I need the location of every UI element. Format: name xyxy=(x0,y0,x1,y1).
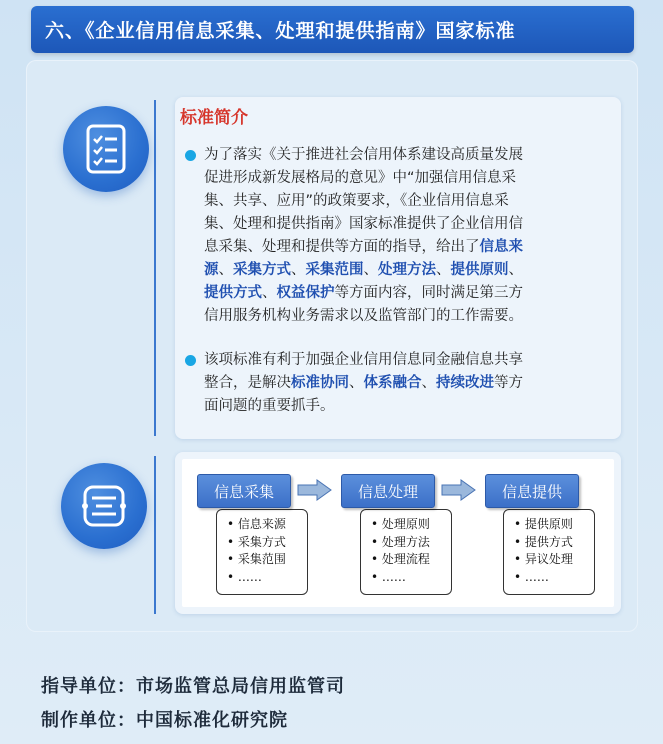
text-segment: 、 xyxy=(436,262,451,278)
paragraph-line xyxy=(204,236,610,259)
text-segment: 为了落实《关于推进社会信用体系建设高质量发展 xyxy=(204,147,523,163)
stage-collect: 信息采集 xyxy=(197,474,291,508)
text-segment: 促进形成新发展格局的意见》中“加强信用信息采 xyxy=(204,170,517,186)
intro-title: 标准简介 xyxy=(180,108,248,128)
intro-paragraph-2 xyxy=(204,349,610,418)
highlight-term: 提供原则 xyxy=(450,262,509,278)
highlight-term: 源 xyxy=(204,262,219,278)
paragraph-line xyxy=(204,305,610,328)
paragraph-line xyxy=(204,167,610,190)
text-segment: 息采集、处理和提供等方面的指导，给出了 xyxy=(204,239,480,255)
highlight-term: 信息来 xyxy=(479,239,523,255)
section-divider xyxy=(154,100,156,436)
stage-items-collect: • 信息来源 • 采集方式 • 采集范围 • …… xyxy=(216,509,308,595)
paragraph-line xyxy=(204,190,610,213)
text-segment: 、 xyxy=(421,375,436,391)
bullet-dot xyxy=(185,355,196,366)
text-segment: 信用服务机构业务需求以及监管部门的工作需要。 xyxy=(204,308,523,324)
bullet-dot xyxy=(185,150,196,161)
stage-provide: 信息提供 xyxy=(485,474,579,508)
section-divider xyxy=(154,456,156,614)
text-segment: 该项标准有利于加强企业信用信息同金融信息共享 xyxy=(204,352,523,368)
text-segment: 整合，是解决 xyxy=(204,375,291,391)
text-segment: 、 xyxy=(508,262,523,278)
maker-unit: 制作单位：中国标准化研究院 xyxy=(41,710,288,731)
process-icon xyxy=(61,463,147,549)
highlight-term: 持续改进 xyxy=(436,375,494,391)
checklist-icon xyxy=(63,106,149,192)
intro-paragraph-1 xyxy=(204,144,610,328)
page-title: 六、《企业信用信息采集、处理和提供指南》国家标准 xyxy=(31,6,634,53)
paragraph-line xyxy=(204,395,610,418)
paragraph-line xyxy=(204,259,610,282)
text-segment: 、 xyxy=(291,262,306,278)
text-segment: 等方面内容，同时满足第三方 xyxy=(334,285,523,301)
paragraph-line xyxy=(204,282,610,305)
highlight-term: 采集范围 xyxy=(305,262,364,278)
text-segment: 集、共享、应用”的政策要求，《企业信用信息采 xyxy=(204,193,509,209)
paragraph-line xyxy=(204,144,610,167)
paragraph-line xyxy=(204,372,610,395)
stage-process: 信息处理 xyxy=(341,474,435,508)
highlight-term: 权益保护 xyxy=(276,285,335,301)
text-segment: 、 xyxy=(349,375,364,391)
text-segment: 面问题的重要抓手。 xyxy=(204,398,335,414)
stage-items-process: • 处理原则 • 处理方法 • 处理流程 • …… xyxy=(360,509,452,595)
highlight-term: 提供方式 xyxy=(204,285,262,301)
text-segment: 、 xyxy=(363,262,378,278)
highlight-term: 处理方法 xyxy=(378,262,436,278)
text-segment: 等方 xyxy=(494,375,523,391)
paragraph-line xyxy=(204,213,610,236)
stage-items-provide: • 提供原则 • 提供方式 • 异议处理 • …… xyxy=(503,509,595,595)
text-segment: 、 xyxy=(218,262,233,278)
highlight-term: 标准协同 xyxy=(291,375,349,391)
arrow-right-icon xyxy=(297,479,333,501)
text-segment: 、 xyxy=(262,285,277,301)
text-segment: 集、处理和提供指南》国家标准提供了企业信用信 xyxy=(204,216,523,232)
guide-unit: 指导单位：市场监管总局信用监管司 xyxy=(41,676,345,697)
highlight-term: 采集方式 xyxy=(233,262,291,278)
arrow-right-icon xyxy=(441,479,477,501)
paragraph-line xyxy=(204,349,610,372)
highlight-term: 体系融合 xyxy=(363,375,422,391)
